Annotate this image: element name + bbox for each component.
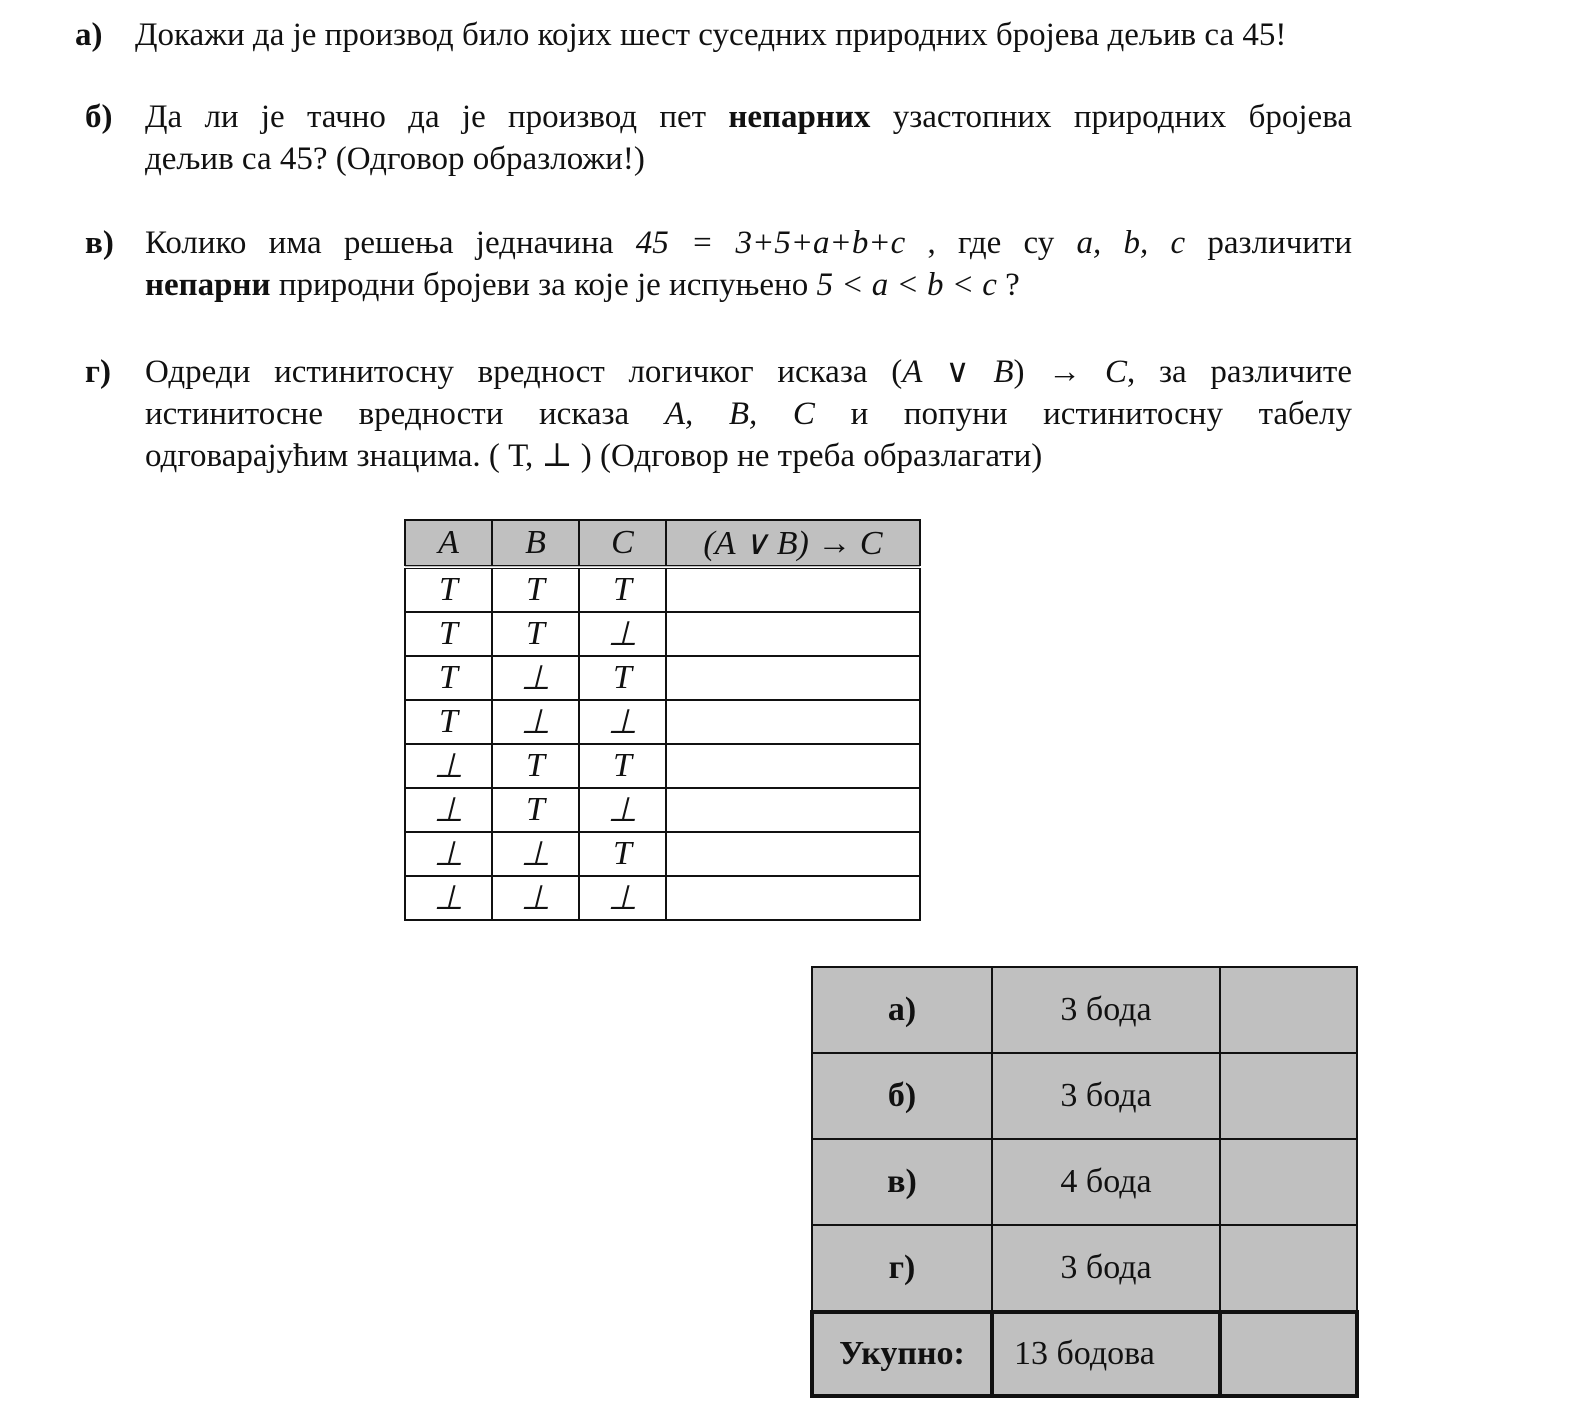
table-row xyxy=(405,832,920,876)
score-total-earned-cell[interactable] xyxy=(1220,1312,1357,1396)
task-v-inequality: 5 < a < b < c xyxy=(816,267,997,303)
score-part-label: б) xyxy=(812,1053,992,1139)
task-v-text xyxy=(145,222,1352,306)
truth-result-cell[interactable] xyxy=(666,700,920,744)
truth-cell-a: T xyxy=(405,612,492,656)
score-total-row xyxy=(812,1312,1357,1396)
task-g-line-2 xyxy=(145,393,1352,435)
task-v-emphasis: непарни xyxy=(145,267,271,303)
truth-cell-c: ⊥ xyxy=(579,612,666,656)
table-row xyxy=(405,744,920,788)
task-v-line-1-pre: Колико има решења једначина xyxy=(145,225,614,261)
truth-cell-c: T xyxy=(579,567,666,612)
score-part-label: а) xyxy=(812,967,992,1053)
score-row xyxy=(812,1225,1357,1312)
task-g-line-1-post: , за различите xyxy=(1126,354,1352,390)
table-row xyxy=(405,700,920,744)
truth-header-b: B xyxy=(492,520,579,567)
score-earned-cell[interactable] xyxy=(1220,967,1357,1053)
truth-cell-a: T xyxy=(405,567,492,612)
truth-cell-b: ⊥ xyxy=(492,876,579,920)
task-g-c: C xyxy=(1104,354,1127,390)
task-b-line-1 xyxy=(145,96,1352,138)
task-a-text xyxy=(135,14,1375,56)
score-part-label: в) xyxy=(812,1139,992,1225)
task-g-line-1 xyxy=(145,351,1352,393)
truth-cell-b: ⊥ xyxy=(492,700,579,744)
score-earned-cell[interactable] xyxy=(1220,1225,1357,1312)
task-g-line-1-mid: ) → xyxy=(1013,354,1105,390)
score-part-label: г) xyxy=(812,1225,992,1312)
truth-result-cell[interactable] xyxy=(666,612,920,656)
truth-cell-b: T xyxy=(492,567,579,612)
truth-cell-c: ⊥ xyxy=(579,876,666,920)
truth-cell-b: T xyxy=(492,612,579,656)
task-g-line-1-pre: Одреди истинитосну вредност логичког исказа ( xyxy=(145,354,903,390)
task-b-line-2: дељив са 45? (Одговор образложи!) xyxy=(145,141,645,177)
truth-cell-b: ⊥ xyxy=(492,832,579,876)
truth-cell-a: ⊥ xyxy=(405,876,492,920)
table-row xyxy=(405,876,920,920)
truth-cell-c: ⊥ xyxy=(579,788,666,832)
truth-cell-a: ⊥ xyxy=(405,832,492,876)
truth-cell-c: T xyxy=(579,832,666,876)
score-total-points: 13 бодова xyxy=(992,1312,1220,1396)
table-row xyxy=(405,788,920,832)
truth-header-result: (A ∨ B) → C xyxy=(666,520,920,567)
truth-cell-c: T xyxy=(579,744,666,788)
score-points: 3 бода xyxy=(992,1053,1220,1139)
score-row xyxy=(812,1053,1357,1139)
truth-cell-a: ⊥ xyxy=(405,744,492,788)
truth-header-a: A xyxy=(405,520,492,567)
score-points: 3 бода xyxy=(992,1225,1220,1312)
task-v-line-1 xyxy=(145,222,1352,264)
task-b-line-1-pre: Да ли је тачно да је производ пет xyxy=(145,99,707,135)
truth-result-cell[interactable] xyxy=(666,832,920,876)
table-row xyxy=(405,656,920,700)
score-earned-cell[interactable] xyxy=(1220,1139,1357,1225)
score-points: 4 бода xyxy=(992,1139,1220,1225)
truth-result-cell[interactable] xyxy=(666,744,920,788)
truth-cell-b: ⊥ xyxy=(492,656,579,700)
task-b-line-1-post: узастопних природних бројева xyxy=(892,99,1352,135)
truth-table xyxy=(404,519,921,921)
task-v-line-2-pre: природни бројеви за које је испуњено xyxy=(278,267,809,303)
table-row xyxy=(405,567,920,612)
table-row xyxy=(405,612,920,656)
truth-cell-a: ⊥ xyxy=(405,788,492,832)
truth-result-cell[interactable] xyxy=(666,567,920,612)
task-b-label: б) xyxy=(85,99,113,135)
task-g-line-3: одговарајућим знацима. ( Т, ⊥ ) (Одговор не треба образлагати) xyxy=(145,438,1043,474)
task-b-emphasis: непарних xyxy=(728,99,871,135)
score-table xyxy=(810,966,1359,1398)
task-a-label: а) xyxy=(75,17,103,53)
score-total-label: Укупно: xyxy=(812,1312,992,1396)
task-g-text xyxy=(145,351,1352,477)
task-v-line-1-mid: , где су xyxy=(927,225,1055,261)
task-v-vars: a, b, c xyxy=(1076,225,1186,261)
task-b-text xyxy=(145,96,1352,180)
truth-result-cell[interactable] xyxy=(666,876,920,920)
task-g-expr: A ∨ B xyxy=(902,354,1014,390)
task-v-equation: 45 = 3+5+a+b+c xyxy=(635,225,906,261)
task-v-line-2-post: ? xyxy=(1005,267,1020,303)
truth-cell-a: T xyxy=(405,656,492,700)
task-g-vars: A, B, C xyxy=(664,396,815,432)
task-v-line-1-post: различити xyxy=(1207,225,1353,261)
truth-table-header-row xyxy=(405,520,920,567)
task-v-label: в) xyxy=(85,225,114,261)
truth-result-cell[interactable] xyxy=(666,656,920,700)
truth-cell-c: T xyxy=(579,656,666,700)
truth-cell-b: T xyxy=(492,788,579,832)
score-row xyxy=(812,967,1357,1053)
task-g-label: г) xyxy=(85,354,111,390)
truth-cell-a: T xyxy=(405,700,492,744)
truth-result-cell[interactable] xyxy=(666,788,920,832)
score-row xyxy=(812,1139,1357,1225)
score-points: 3 бода xyxy=(992,967,1220,1053)
truth-cell-c: ⊥ xyxy=(579,700,666,744)
truth-header-c: C xyxy=(579,520,666,567)
truth-cell-b: T xyxy=(492,744,579,788)
task-a-line-1: Докажи да је производ било којих шест суседних природних бројева дељив са 45! xyxy=(135,17,1287,53)
task-g-line-2-pre: истинитосне вредности исказа xyxy=(145,396,630,432)
task-g-line-2-post: и попуни истинитосну табелу xyxy=(850,396,1353,432)
score-earned-cell[interactable] xyxy=(1220,1053,1357,1139)
task-v-line-2 xyxy=(145,264,1352,306)
